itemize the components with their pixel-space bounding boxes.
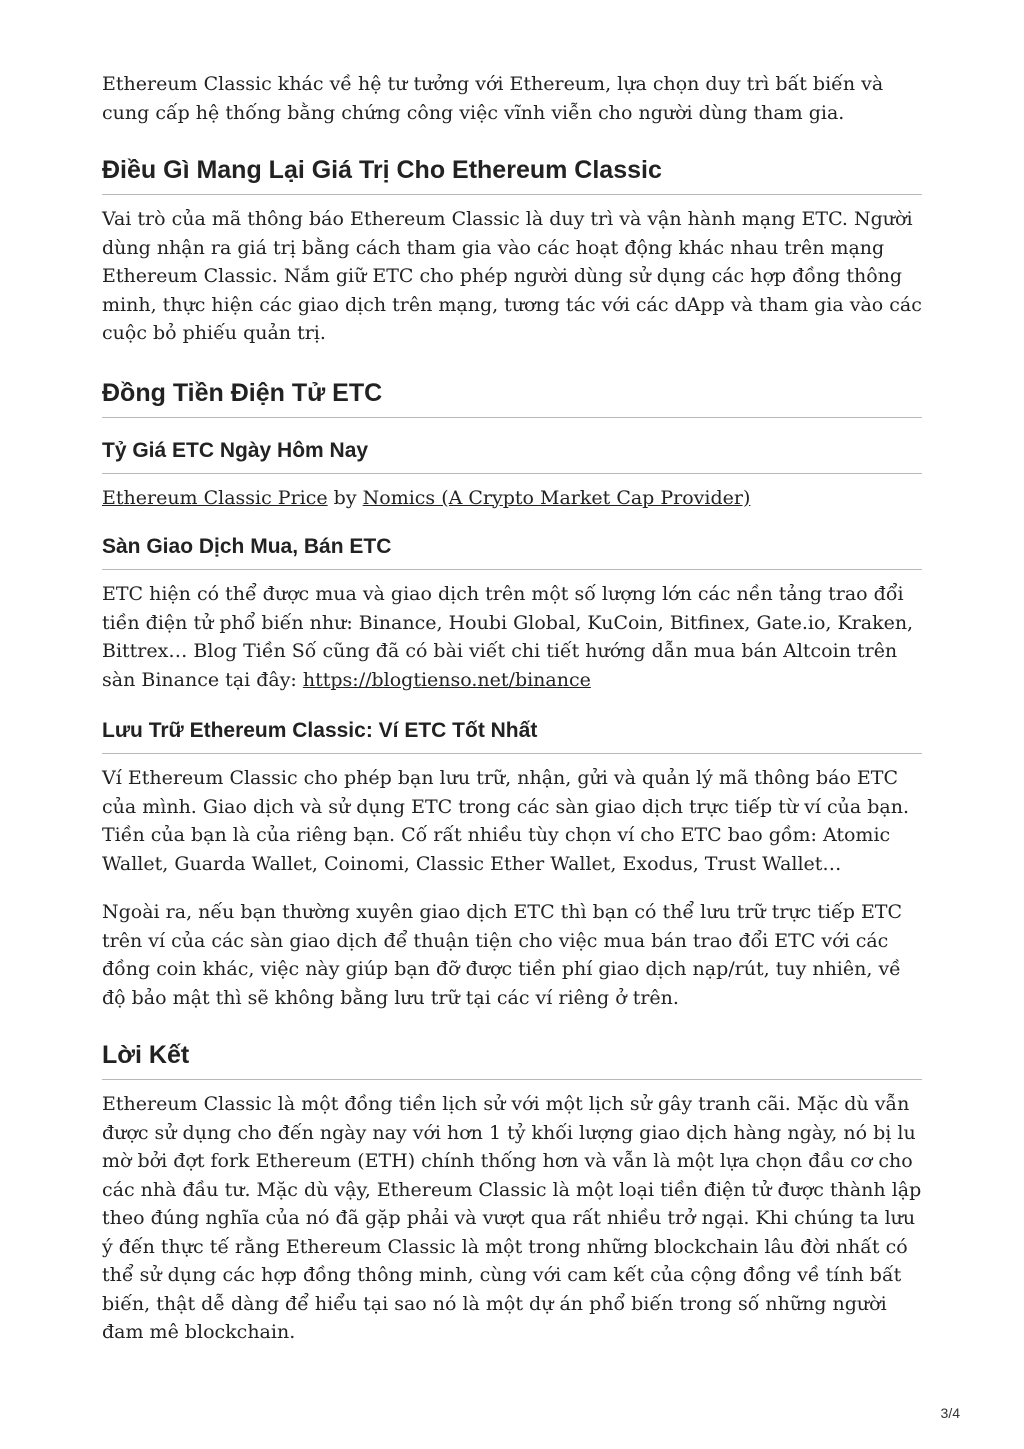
intro-paragraph: Ethereum Classic khác về hệ tư tưởng với Ethereum, lựa chọn duy trì bất biến và cung cấp hệ thống bằng chứng công việc vĩnh viễn cho người dùng tham gia. xyxy=(102,73,884,124)
binance-link[interactable]: https://blogtienso.net/binance xyxy=(302,668,591,691)
wallet-paragraph-1: Ví Ethereum Classic cho phép bạn lưu trữ, nhận, gửi và quản lý mã thông báo ETC của mình. Giao dịch và sử dụng ETC trong các sàn giao dịch trực tiếp từ ví của bạn. Tiền của bạn là của riêng bạn. Cố rất nhiều tùy chọn ví cho ETC bao gồm: Atomic Wallet, Guarda Wallet, Coinomi, Classic Ether Wallet, Exodus, Trust Wallet… xyxy=(102,767,910,875)
wallet-paragraph-2: Ngoài ra, nếu bạn thường xuyên giao dịch ETC thì bạn có thể lưu trữ trực tiếp ETC trên ví của các sàn giao dịch để thuận tiện cho việc mua bán trao đổi ETC với các đồng coin khác, việc này giúp bạn đỡ được tiền phí giao dịch nạp/rút, tuy nhiên, về độ bảo mật thì sẽ không bằng lưu trữ tại các ví riêng ở trên. xyxy=(102,901,903,1009)
heading-coin: Đồng Tiền Điện Tử ETC xyxy=(102,378,922,418)
heading-conclusion: Lời Kết xyxy=(102,1040,922,1080)
article-body xyxy=(102,70,922,1347)
heading-wallet: Lưu Trữ Ethereum Classic: Ví ETC Tốt Nhất xyxy=(102,718,922,754)
heading-value: Điều Gì Mang Lại Giá Trị Cho Ethereum Classic xyxy=(102,155,922,195)
price-by-text: by xyxy=(327,486,363,509)
ethereum-classic-price-link[interactable]: Ethereum Classic Price xyxy=(102,486,328,509)
exchange-text: ETC hiện có thể được mua và giao dịch trên một số lượng lớn các nền tảng trao đổi tiền điện tử phổ biến như: Binance, Houbi Global, KuCoin, Bitfinex, Gate.io, Kraken, Bittrex… Blog Tiền Số cũng đã có bài viết chi tiết hướng dẫn mua bán Altcoin trên sàn Binance tại đây: xyxy=(102,583,914,691)
heading-exchange: Sàn Giao Dịch Mua, Bán ETC xyxy=(102,534,922,570)
page-number: 3/4 xyxy=(940,1405,960,1421)
nomics-link[interactable]: Nomics (A Crypto Market Cap Provider) xyxy=(362,486,751,509)
heading-price: Tỷ Giá ETC Ngày Hôm Nay xyxy=(102,438,922,474)
conclusion-paragraph: Ethereum Classic là một đồng tiền lịch sử với một lịch sử gây tranh cãi. Mặc dù vẫn được sử dụng cho đến ngày nay với hơn 1 tỷ khối lượng giao dịch hàng ngày, nó bị lu mờ bởi đợt fork Ethereum (ETH) chính thống hơn và vẫn là một lựa chọn đầu cơ cho các nhà đầu tư. Mặc dù vậy, Ethereum Classic là một loại tiền điện tử được thành lập theo đúng nghĩa của nó đã gặp phải và vượt qua rất nhiều trở ngại. Khi chúng ta lưu ý đến thực tế rằng Ethereum Classic là một trong những blockchain lâu đời nhất có thể sử dụng các hợp đồng thông minh, cùng với cam kết của cộng đồng về tính bất biến, thật dễ dàng để hiểu tại sao nó là một dự án phổ biến trong số những người đam mê blockchain. xyxy=(102,1093,922,1343)
price-paragraph xyxy=(102,484,922,513)
value-paragraph: Vai trò của mã thông báo Ethereum Classic là duy trì và vận hành mạng ETC. Người dùng nhận ra giá trị bằng cách tham gia vào các hoạt động khác nhau trên mạng Ethereum Classic. Nắm giữ ETC cho phép người dùng sử dụng các hợp đồng thông minh, thực hiện các giao dịch trên mạng, tương tác với các dApp và tham gia vào các cuộc bỏ phiếu quản trị. xyxy=(102,208,922,344)
exchange-paragraph xyxy=(102,580,922,694)
